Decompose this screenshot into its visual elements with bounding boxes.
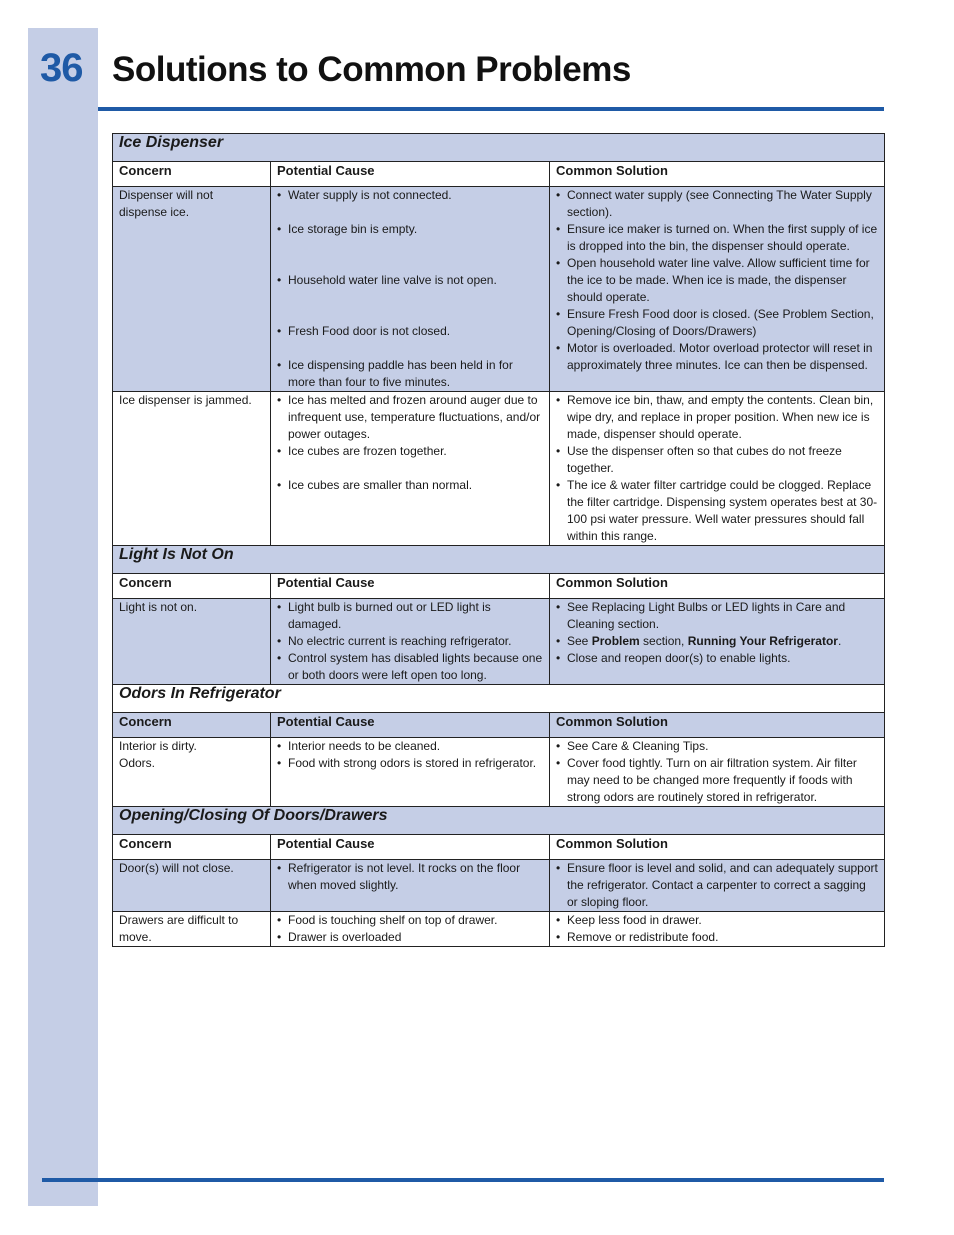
table-row bbox=[113, 187, 885, 392]
troubleshooting-table bbox=[112, 133, 885, 947]
problem-emphasis: Problem bbox=[591, 634, 640, 648]
concern-cell: Interior is dirty. Odors. bbox=[113, 738, 271, 807]
concern-cell: Light is not on. bbox=[113, 599, 271, 685]
cause-item: • Ice has melted and frozen around auger due to infrequent use, temperature fluctuations, and/or power outages. bbox=[277, 392, 543, 443]
cause-item: • Control system has disabled lights because one or both doors were left open too long. bbox=[277, 650, 543, 684]
table-row bbox=[113, 392, 885, 546]
cause-item: • Food is touching shelf on top of drawer. bbox=[277, 912, 543, 929]
header-cause: Potential Cause bbox=[271, 162, 550, 187]
solution-item: • Close and reopen door(s) to enable lights. bbox=[556, 650, 878, 667]
top-rule bbox=[98, 107, 884, 111]
section-title: Odors In Refrigerator bbox=[113, 685, 885, 713]
header-cause: Potential Cause bbox=[271, 835, 550, 860]
solution-item: • Remove ice bin, thaw, and empty the contents. Clean bin, wipe dry, and replace in proper position. When new ice is made, dispenser should operate. bbox=[556, 392, 878, 443]
section-odors bbox=[113, 685, 885, 713]
table-row bbox=[113, 599, 885, 685]
concern-cell: Drawers are difficult to move. bbox=[113, 912, 271, 947]
solution-item: • See Replacing Light Bulbs or LED lights in Care and Cleaning section. bbox=[556, 599, 878, 633]
section-title: Opening/Closing Of Doors/Drawers bbox=[113, 807, 885, 835]
solution-cell bbox=[550, 392, 885, 546]
cause-cell bbox=[271, 599, 550, 685]
table-row bbox=[113, 738, 885, 807]
solution-item: • Ensure floor is level and solid, and can adequately support the refrigerator. Contact a carpenter to correct a sagging or sloping floor. bbox=[556, 860, 878, 911]
page-title: Solutions to Common Problems bbox=[112, 50, 631, 89]
concern-cell: Ice dispenser is jammed. bbox=[113, 392, 271, 546]
solution-cell bbox=[550, 187, 885, 392]
solution-item: • Use the dispenser often so that cubes do not freeze together. bbox=[556, 443, 878, 477]
section-ice-dispenser bbox=[113, 134, 885, 162]
header-concern: Concern bbox=[113, 574, 271, 599]
solution-item bbox=[556, 633, 878, 650]
cause-cell bbox=[271, 912, 550, 947]
header-solution: Common Solution bbox=[550, 835, 885, 860]
solution-item: • Open household water line valve. Allow sufficient time for the ice to be made. When ice is made, the dispenser should operate. bbox=[556, 255, 878, 306]
cause-cell bbox=[271, 392, 550, 546]
section-doors-drawers bbox=[113, 807, 885, 835]
cause-cell bbox=[271, 738, 550, 807]
cause-item: • Light bulb is burned out or LED light is damaged. bbox=[277, 599, 543, 633]
solution-cell bbox=[550, 912, 885, 947]
side-band bbox=[28, 28, 98, 1206]
cause-item: • Ice cubes are smaller than normal. bbox=[277, 477, 543, 494]
solution-item: • Ensure Fresh Food door is closed. (See Problem Section, Opening/Closing of Doors/Drawers) bbox=[556, 306, 878, 340]
table-header-row bbox=[113, 574, 885, 599]
cause-item: • No electric current is reaching refrigerator. bbox=[277, 633, 543, 650]
cause-cell bbox=[271, 187, 550, 392]
cause-cell bbox=[271, 860, 550, 912]
solution-cell bbox=[550, 599, 885, 685]
bottom-rule bbox=[42, 1178, 884, 1182]
table-row bbox=[113, 912, 885, 947]
header-concern: Concern bbox=[113, 713, 271, 738]
table-row bbox=[113, 860, 885, 912]
cause-item: • Refrigerator is not level. It rocks on the floor when moved slightly. bbox=[277, 860, 543, 894]
header-solution: Common Solution bbox=[550, 574, 885, 599]
solution-item: • Keep less food in drawer. bbox=[556, 912, 878, 929]
header-concern: Concern bbox=[113, 835, 271, 860]
running-refrigerator-emphasis: Running Your Refrigerator bbox=[687, 634, 838, 648]
header-solution: Common Solution bbox=[550, 713, 885, 738]
section-title: Light Is Not On bbox=[113, 546, 885, 574]
cause-item: • Ice storage bin is empty. bbox=[277, 221, 543, 238]
solution-item: • Remove or redistribute food. bbox=[556, 929, 878, 946]
cause-item: • Food with strong odors is stored in refrigerator. bbox=[277, 755, 543, 772]
table-header-row bbox=[113, 162, 885, 187]
solution-item: • See Care & Cleaning Tips. bbox=[556, 738, 878, 755]
table-header-row bbox=[113, 835, 885, 860]
header-cause: Potential Cause bbox=[271, 713, 550, 738]
cause-item: • Drawer is overloaded bbox=[277, 929, 543, 946]
concern-cell: Door(s) will not close. bbox=[113, 860, 271, 912]
header-solution: Common Solution bbox=[550, 162, 885, 187]
solution-item: • Connect water supply (see Connecting The Water Supply section). bbox=[556, 187, 878, 221]
cause-item: • Fresh Food door is not closed. bbox=[277, 323, 543, 340]
solution-item: • Cover food tightly. Turn on air filtration system. Air filter may need to be changed more frequently if foods with strong odors are routinely stored in refrigerator. bbox=[556, 755, 878, 806]
table-header-row bbox=[113, 713, 885, 738]
solution-cell bbox=[550, 860, 885, 912]
page-number: 36 bbox=[40, 46, 83, 90]
solution-text: See bbox=[567, 634, 592, 648]
section-title: Ice Dispenser bbox=[113, 134, 885, 162]
solution-item: • Motor is overloaded. Motor overload protector will reset in approximately three minutes. Ice can then be dispensed. bbox=[556, 340, 878, 374]
cause-item: • Ice cubes are frozen together. bbox=[277, 443, 543, 460]
cause-item: • Interior needs to be cleaned. bbox=[277, 738, 543, 755]
cause-item: • Household water line valve is not open. bbox=[277, 272, 543, 289]
header-cause: Potential Cause bbox=[271, 574, 550, 599]
section-light-not-on bbox=[113, 546, 885, 574]
header-concern: Concern bbox=[113, 162, 271, 187]
cause-item: • Water supply is not connected. bbox=[277, 187, 543, 204]
solution-cell bbox=[550, 738, 885, 807]
solution-text: . bbox=[837, 634, 842, 648]
concern-cell: Dispenser will not dispense ice. bbox=[113, 187, 271, 392]
solution-text: section, bbox=[639, 634, 688, 648]
solution-item: • The ice & water filter cartridge could be clogged. Replace the filter cartridge. Dispensing system operates best at 30-100 psi water pressure. Well water pressures should fall within this range. bbox=[556, 477, 878, 545]
solution-item: • Ensure ice maker is turned on. When the first supply of ice is dropped into the bin, the dispenser should operate. bbox=[556, 221, 878, 255]
cause-item: • Ice dispensing paddle has been held in for more than four to five minutes. bbox=[277, 357, 543, 391]
